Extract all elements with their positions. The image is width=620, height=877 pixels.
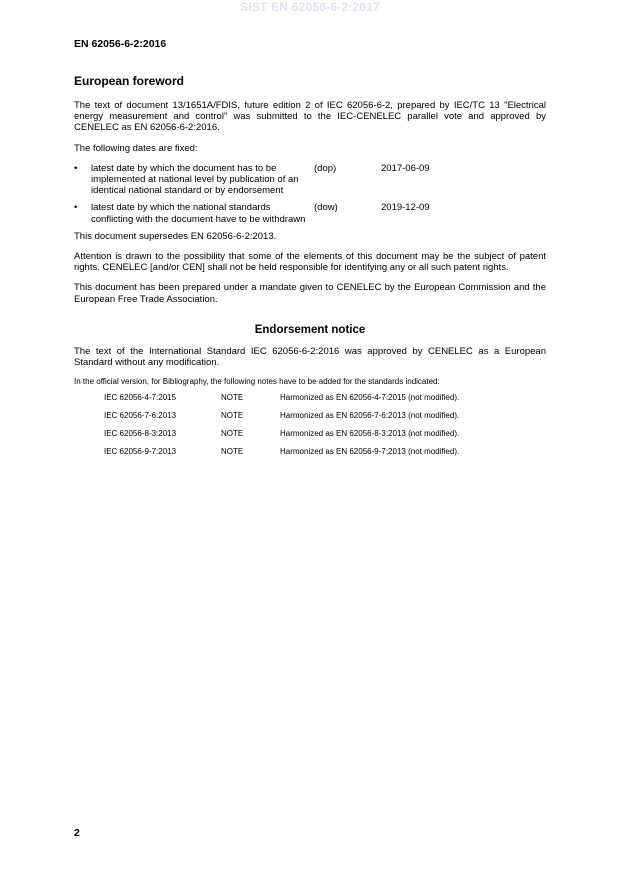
- endorsement-title: Endorsement notice: [254, 323, 366, 336]
- note-label: NOTE: [221, 393, 244, 403]
- note-row: [104, 429, 546, 447]
- watermark: SIST EN 62056-6-2:2017: [240, 0, 380, 14]
- note-text: Harmonized as EN 62056-9-7:2013 (not modified).: [280, 447, 460, 457]
- date-code: (dop): [314, 162, 337, 174]
- note-standard: IEC 62056-8-3:2013: [104, 429, 177, 439]
- note-text: Harmonized as EN 62056-8-3:2013 (not modified).: [280, 429, 460, 439]
- bullet-icon: •: [74, 202, 78, 214]
- endorsement-text: The text of the International Standard IEC 62056-6-2:2016 was approved by CENELEC as a European Standard without any modification.: [74, 345, 546, 369]
- date-value: 2019-12-09: [381, 202, 430, 214]
- date-description: latest date by which the national standards conflicting with the document have to be withdrawn: [91, 202, 306, 225]
- note-standard: IEC 62056-7-6:2013: [104, 411, 177, 421]
- dates-intro: The following dates are fixed:: [74, 142, 198, 154]
- note-row: [104, 411, 546, 429]
- dates-list: [74, 163, 546, 225]
- date-code: (dow): [314, 202, 338, 214]
- mandate-paragraph: This document has been prepared under a mandate given to CENELEC by the European Commission and the European Free Trade Association.: [74, 282, 546, 305]
- date-item-dow: [74, 202, 546, 224]
- note-standard: IEC 62056-4-7:2015: [104, 393, 177, 403]
- note-label: NOTE: [221, 429, 244, 439]
- date-item-dop: [74, 163, 546, 197]
- supersedes-paragraph: This document supersedes EN 62056-6-2:2013.: [74, 230, 277, 242]
- foreword-title: European foreword: [74, 74, 185, 88]
- note-text: Harmonized as EN 62056-7-6:2013 (not modified).: [280, 411, 460, 421]
- note-label: NOTE: [221, 411, 244, 421]
- note-text: Harmonized as EN 62056-4-7:2015 (not modified).: [280, 393, 460, 403]
- note-row: [104, 393, 546, 411]
- foreword-intro: The text of document 13/1651A/FDIS, future edition 2 of IEC 62056-6-2, prepared by IEC/TC 13 "Electrical energy measurement and control" was submitted to the IEC-CENELEC parallel vote and approved by CENELEC as EN 62056-6-2:2016.: [74, 100, 546, 134]
- note-row: [104, 447, 546, 465]
- note-standard: IEC 62056-9-7:2013: [104, 447, 177, 457]
- bibliography-intro: In the official version, for Bibliography, the following notes have to be added for the standards indicated:: [74, 377, 440, 387]
- patent-attention-paragraph: Attention is drawn to the possibility that some of the elements of this document may be the subject of patent rights. CENELEC [and/or CEN] shall not be held responsible for identifying any or all such patent rights.: [74, 251, 546, 274]
- date-description: latest date by which the document has to be implemented at national level by publication of an identical national standard or by endorsement: [91, 162, 299, 197]
- page-content: [74, 74, 546, 465]
- document-id-header: EN 62056-6-2:2016: [74, 38, 167, 50]
- bullet-icon: •: [74, 162, 78, 174]
- page-number: 2: [74, 827, 80, 839]
- note-label: NOTE: [221, 447, 244, 457]
- bibliography-notes: [104, 393, 546, 465]
- date-value: 2017-06-09: [381, 162, 430, 174]
